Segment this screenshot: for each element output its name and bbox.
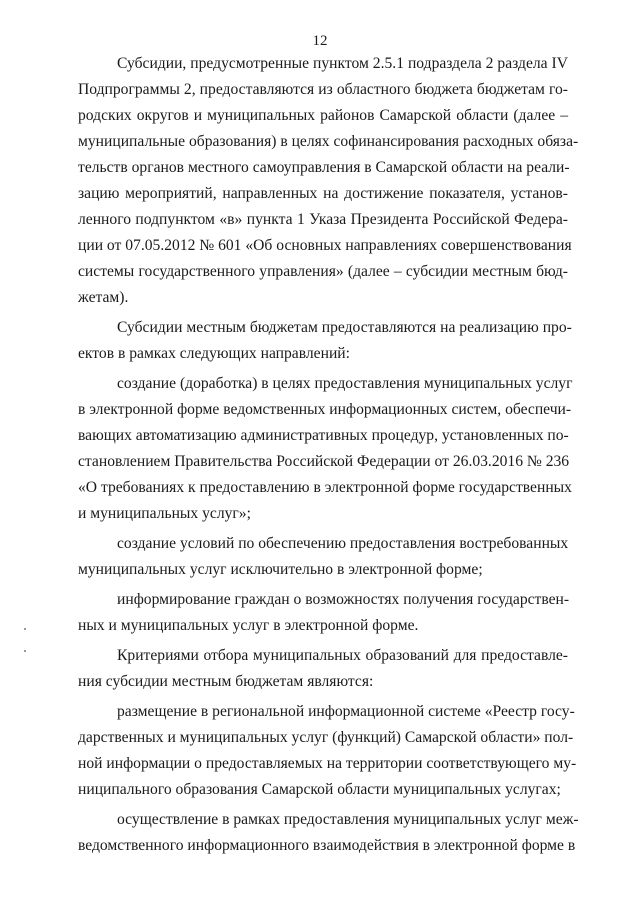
text-line: Субсидии, предусмотренные пунктом 2.5.1 подраздела 2 раздела IV [117,55,568,72]
text-line: дарственных и муниципальных услуг (функций) Самарской области» пол- [78,729,574,746]
text-line: в электронной форме ведомственных информационных систем, обеспечи- [78,401,572,418]
text-line: ектов в рамках следующих направлений: [78,345,350,362]
text-line: родских округов и муниципальных районов Самарской области (далее – [78,107,568,124]
text-line: ведомственного информационного взаимодействия в электронной форме в [78,837,576,854]
text-line: зацию мероприятий, направленных на достижение показателя, установ- [78,185,568,202]
margin-mark [24,628,26,630]
text-line: ных и муниципальных услуг в электронной форме. [78,617,419,634]
text-line: муниципальных услуг исключительно в электронной форме; [78,561,483,578]
text-line: «О требованиях к предоставлению в электронной форме государственных [78,479,572,496]
page-number: 12 [312,33,328,49]
text-line: муниципальные образования) в целях софинансирования расходных обяза- [78,133,579,150]
text-line: создание условий по обеспечению предоставления востребованных [117,535,569,552]
text-line: и муниципальных услуг»; [78,505,251,522]
text-line: информирование граждан о возможностях получения государствен- [117,591,570,608]
text-line: Субсидии местным бюджетам предоставляются на реализацию про- [117,319,572,336]
text-line: ции от 07.05.2012 № 601 «Об основных направлениях совершенствования [78,237,572,254]
text-line: осуществление в рамках предоставления муниципальных услуг меж- [117,811,579,828]
text-line: Подпрограммы 2, предоставляются из областного бюджета бюджетам го- [78,81,568,98]
text-line: создание (доработка) в целях предоставления муниципальных услуг [117,375,573,392]
text-line: жетам). [78,289,129,306]
text-line: вающих автоматизацию административных процедур, установленных по- [78,427,569,444]
text-line: становлением Правительства Российской Федерации от 26.03.2016 № 236 [78,453,570,470]
text-line: ниципального образования Самарской области муниципальных услугах; [78,781,561,798]
text-line: ленного подпунктом «в» пункта 1 Указа Президента Российской Федера- [78,211,568,228]
text-line: Критериями отбора муниципальных образований для предоставле- [117,647,568,664]
text-line: размещение в региональной информационной системе «Реестр госу- [117,703,575,720]
text-line: системы государственного управления» (далее – субсидии местным бюд- [78,263,568,280]
text-line: ной информации о предоставляемых на территории соответствующего му- [78,755,577,772]
text-line: ния субсидии местным бюджетам являются: [78,673,374,690]
margin-mark [24,650,26,652]
text-line: тельств органов местного самоуправления в Самарской области на реали- [78,159,570,176]
